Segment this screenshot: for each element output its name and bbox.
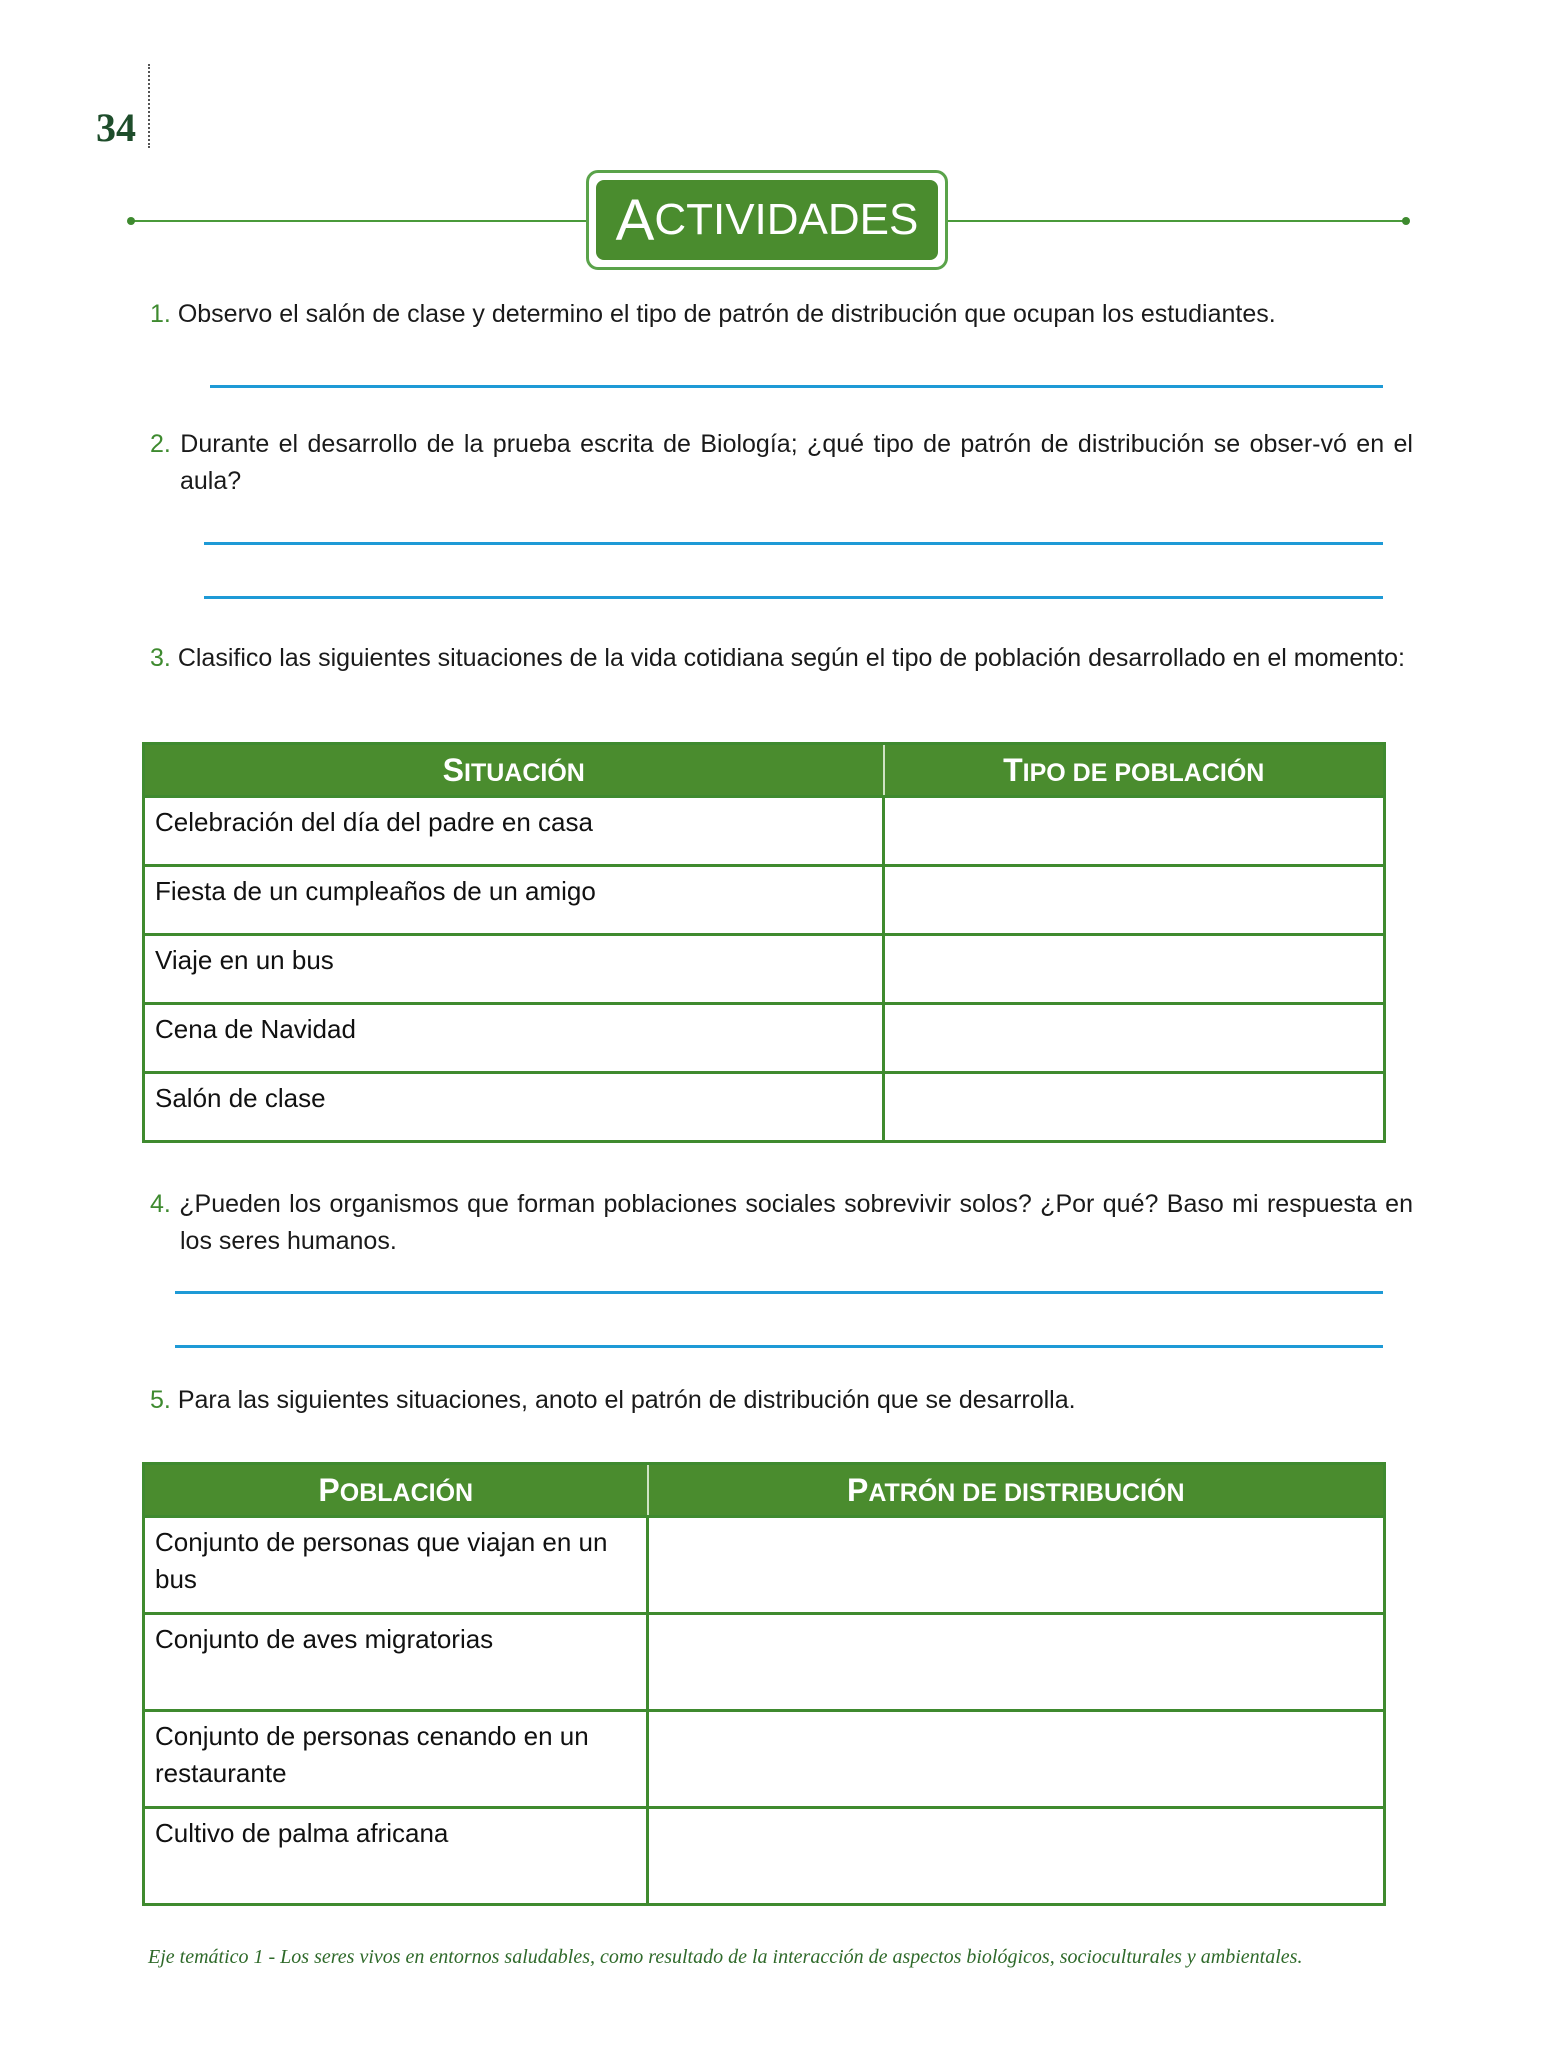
question-3 bbox=[150, 640, 1413, 677]
header-rest: OBLACIÓN bbox=[339, 1478, 474, 1507]
header-initial: S bbox=[442, 751, 464, 788]
poblacion-cell: Conjunto de personas cenando en un restaurante bbox=[144, 1711, 648, 1808]
question-1 bbox=[150, 296, 1383, 333]
table-row bbox=[144, 1004, 1385, 1073]
situacion-cell: Salón de clase bbox=[144, 1073, 884, 1142]
table-header-row bbox=[144, 744, 1385, 797]
situacion-cell: Viaje en un bus bbox=[144, 935, 884, 1004]
question-number: 3. bbox=[150, 644, 171, 672]
table-row bbox=[144, 866, 1385, 935]
patron-cell[interactable] bbox=[648, 1808, 1385, 1905]
poblacion-table bbox=[142, 1462, 1386, 1906]
situacion-cell: Cena de Navidad bbox=[144, 1004, 884, 1073]
question-number: 1. bbox=[150, 300, 171, 328]
tipo-poblacion-cell[interactable] bbox=[884, 1004, 1385, 1073]
patron-cell[interactable] bbox=[648, 1517, 1385, 1614]
answer-line[interactable] bbox=[175, 1345, 1383, 1348]
patron-cell[interactable] bbox=[648, 1614, 1385, 1711]
question-5 bbox=[150, 1382, 1383, 1419]
tipo-poblacion-cell[interactable] bbox=[884, 866, 1385, 935]
rule-dot-right bbox=[1402, 217, 1410, 225]
answer-line[interactable] bbox=[204, 542, 1383, 545]
tipo-poblacion-cell[interactable] bbox=[884, 935, 1385, 1004]
tipo-poblacion-cell[interactable] bbox=[884, 797, 1385, 866]
question-text: Clasifico las siguientes situaciones de la vida cotidiana según el tipo de población desarrollado en el momento: bbox=[177, 644, 1405, 672]
situacion-cell: Celebración del día del padre en casa bbox=[144, 797, 884, 866]
question-number: 2. bbox=[150, 430, 171, 458]
question-number: 4. bbox=[150, 1190, 171, 1218]
section-title-initial: A bbox=[615, 187, 655, 253]
header-patron-distribucion bbox=[648, 1464, 1385, 1517]
answer-line[interactable] bbox=[175, 1291, 1383, 1294]
page-number-divider bbox=[148, 64, 150, 148]
situacion-cell: Fiesta de un cumpleaños de un amigo bbox=[144, 866, 884, 935]
poblacion-cell: Conjunto de personas que viajan en un bus bbox=[144, 1517, 648, 1614]
header-situacion bbox=[144, 744, 884, 797]
question-text: Durante el desarrollo de la prueba escrita de Biología; ¿qué tipo de patrón de distribución se obser-vó en el aula? bbox=[180, 430, 1413, 495]
answer-line[interactable] bbox=[210, 385, 1383, 388]
table-row bbox=[144, 1614, 1385, 1711]
question-4 bbox=[150, 1186, 1413, 1260]
header-rest: IPO DE POBLACIÓN bbox=[1022, 758, 1265, 787]
poblacion-cell: Cultivo de palma africana bbox=[144, 1808, 648, 1905]
header-initial: P bbox=[318, 1471, 340, 1508]
header-initial: T bbox=[1003, 751, 1023, 788]
header-tipo-poblacion bbox=[884, 744, 1385, 797]
question-text: Para las siguientes situaciones, anoto el patrón de distribución que se desarrolla. bbox=[177, 1386, 1076, 1414]
header-initial: P bbox=[846, 1471, 869, 1508]
answer-line[interactable] bbox=[204, 596, 1383, 599]
section-title bbox=[596, 180, 938, 260]
header-poblacion bbox=[144, 1464, 648, 1517]
question-text: ¿Pueden los organismos que forman poblaciones sociales sobrevivir solos? ¿Por qué? Baso mi respuesta en los seres humanos. bbox=[179, 1190, 1413, 1255]
page-footer: Eje temático 1 - Los seres vivos en entornos saludables, como resultado de la interacción de aspectos biológicos, socioculturales y ambientales. bbox=[148, 1946, 1303, 1968]
table-header-row bbox=[144, 1464, 1385, 1517]
rule-dot-left bbox=[127, 217, 135, 225]
header-rest: ATRÓN DE DISTRIBUCIÓN bbox=[868, 1478, 1185, 1507]
poblacion-cell: Conjunto de aves migratorias bbox=[144, 1614, 648, 1711]
patron-cell[interactable] bbox=[648, 1711, 1385, 1808]
header-rest: ITUACIÓN bbox=[464, 758, 585, 787]
table-row bbox=[144, 935, 1385, 1004]
table-row bbox=[144, 1517, 1385, 1614]
question-number: 5. bbox=[150, 1386, 171, 1414]
table-row bbox=[144, 797, 1385, 866]
situacion-table bbox=[142, 742, 1386, 1143]
section-title-rest: CTIVIDADES bbox=[654, 195, 919, 244]
question-text: Observo el salón de clase y determino el tipo de patrón de distribución que ocupan los estudiantes. bbox=[177, 300, 1276, 328]
table-row bbox=[144, 1073, 1385, 1142]
table-row bbox=[144, 1711, 1385, 1808]
table-row bbox=[144, 1808, 1385, 1905]
tipo-poblacion-cell[interactable] bbox=[884, 1073, 1385, 1142]
question-2 bbox=[150, 426, 1413, 500]
page-number: 34 bbox=[96, 105, 136, 150]
